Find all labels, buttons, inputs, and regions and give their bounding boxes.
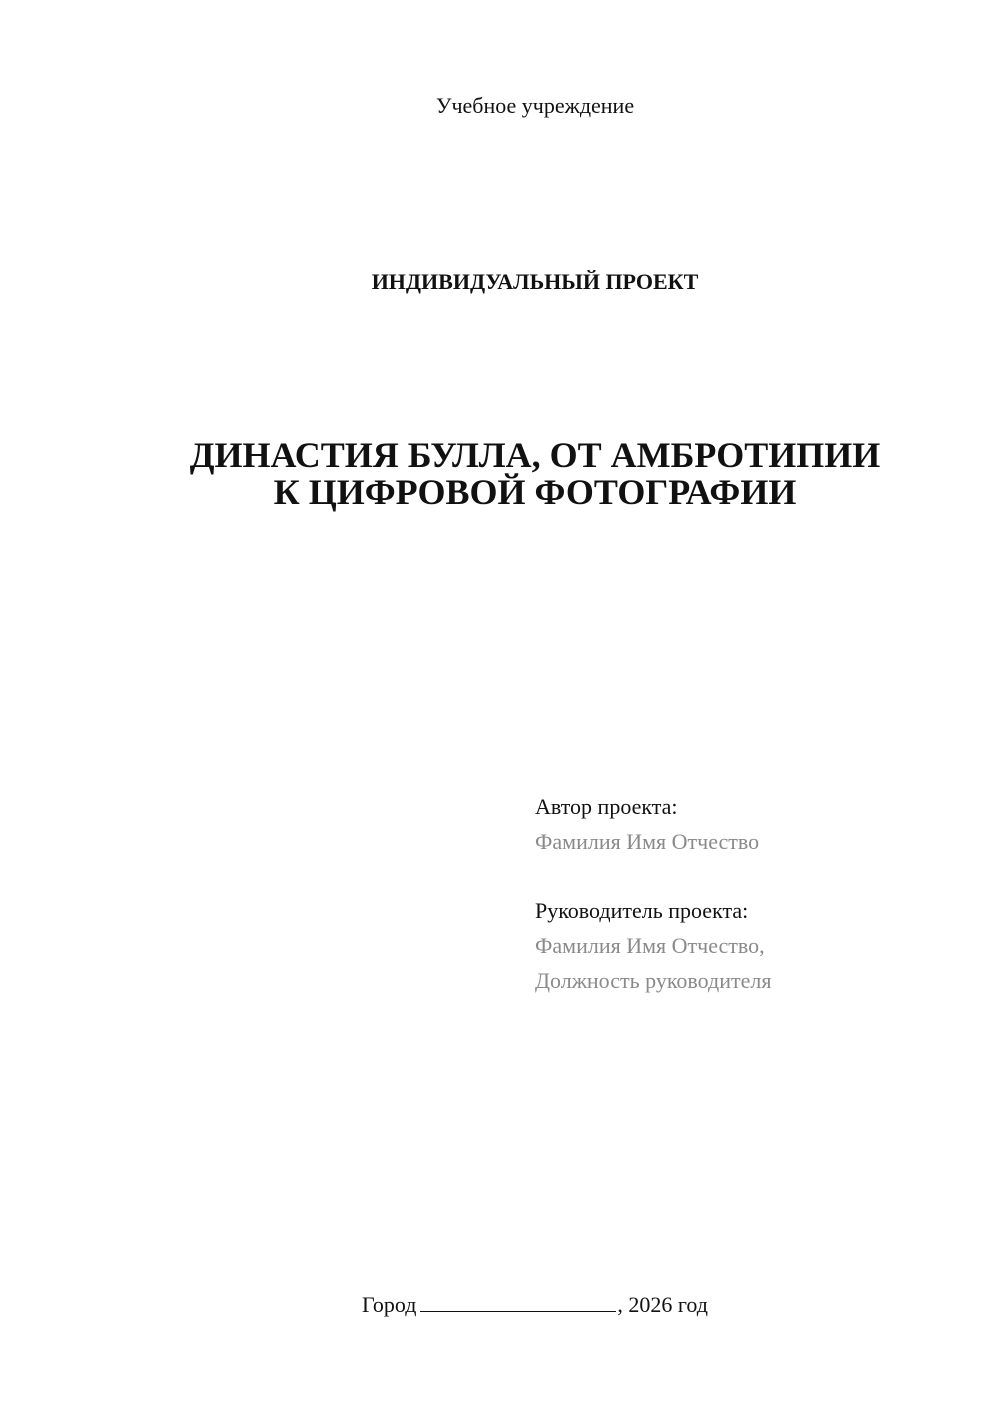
supervisor-label: Руководитель проекта:: [535, 898, 749, 923]
city-label: Город: [362, 1292, 417, 1317]
project-title-line-1: ДИНАСТИЯ БУЛЛА, ОТ АМБРОТИПИИ: [189, 435, 881, 475]
project-title-line-2: К ЦИФРОВОЙ ФОТОГРАФИИ: [273, 472, 797, 512]
author-name: Фамилия Имя Отчество: [535, 829, 760, 854]
city-blank-line: [420, 1291, 616, 1312]
year-text: , 2026 год: [617, 1292, 708, 1317]
author-label: Автор проекта:: [535, 794, 678, 819]
institution-name: Учебное учреждение: [435, 93, 635, 118]
footer-city-year: [0, 1291, 1000, 1319]
supervisor-name: Фамилия Имя Отчество,: [535, 933, 765, 958]
document-type: ИНДИВИДУАЛЬНЫЙ ПРОЕКТ: [371, 269, 699, 294]
project-title: [0, 437, 1000, 511]
project-info-block: [535, 789, 771, 998]
spacer: [535, 859, 771, 893]
supervisor-position: Должность руководителя: [535, 968, 772, 993]
